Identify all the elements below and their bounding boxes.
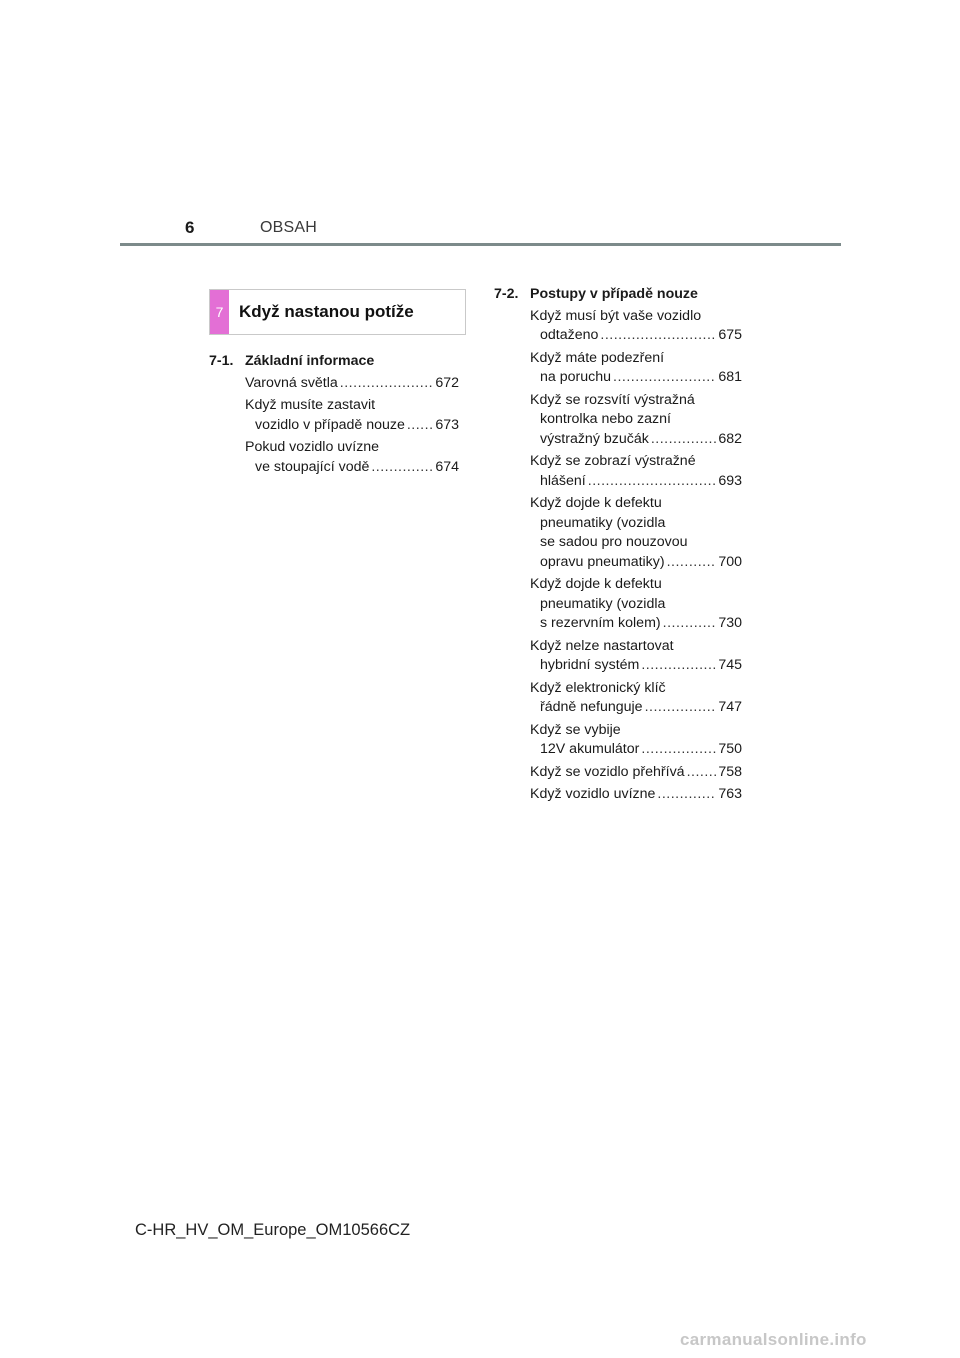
toc-dot-leader <box>687 763 717 783</box>
toc-entry-line: Když se rozsvítí výstražná <box>530 391 695 408</box>
toc-page-number[interactable]: 758 <box>718 763 742 780</box>
toc-entry-final-line <box>530 326 742 346</box>
toc-entry[interactable] <box>245 374 459 394</box>
toc-entry-text: hybridní systém <box>540 657 640 673</box>
toc-entry-final-line <box>530 430 742 450</box>
toc-entry[interactable] <box>530 452 742 491</box>
subsection-number: 7-1. <box>209 353 234 369</box>
section-tab-number: 7 <box>210 290 229 334</box>
toc-entry-text: Když vozidlo uvízne <box>530 786 656 802</box>
toc-dot-leader <box>340 374 434 394</box>
toc-entry-final-line <box>530 785 742 805</box>
toc-dot-leader <box>407 416 433 436</box>
toc-entry-final-line <box>245 374 459 394</box>
page-title: OBSAH <box>260 219 318 236</box>
toc-page-number[interactable]: 763 <box>718 786 742 802</box>
toc-entry-text: hlášení <box>540 472 586 489</box>
subsection-heading <box>209 352 459 372</box>
toc-entry[interactable] <box>245 396 459 435</box>
toc-entry-line: Když dojde k defektu <box>530 495 662 511</box>
toc-entry-final-line <box>530 698 742 718</box>
toc-entry[interactable] <box>530 785 742 805</box>
document-id-footer: C-HR_HV_OM_Europe_OM10566CZ <box>135 1221 411 1239</box>
toc-entry[interactable] <box>530 679 742 718</box>
toc-dot-leader <box>641 740 716 760</box>
toc-page-number[interactable]: 747 <box>718 699 742 715</box>
toc-entry-line: Když se vybije <box>530 721 621 738</box>
toc-entry[interactable] <box>530 391 742 450</box>
toc-page-number[interactable]: 693 <box>718 472 742 489</box>
toc-entry-final-line <box>530 553 742 573</box>
section-title: Když nastanou potíže <box>239 302 414 321</box>
toc-entry[interactable] <box>530 349 742 388</box>
toc-entry-list <box>494 307 742 805</box>
toc-page-number[interactable]: 674 <box>435 458 459 475</box>
toc-entry-final-line <box>530 740 742 760</box>
toc-entry-line: Když nelze nastartovat <box>530 637 674 654</box>
toc-page-number[interactable]: 745 <box>718 657 742 673</box>
toc-left-column <box>209 352 459 480</box>
toc-entry-final-line <box>530 368 742 388</box>
toc-entry-line: Když se zobrazí výstražné <box>530 453 696 469</box>
toc-dot-leader <box>645 698 717 718</box>
toc-dot-leader <box>667 553 717 573</box>
header-divider <box>120 243 841 246</box>
toc-entry-text: výstražný bzučák <box>540 430 649 447</box>
toc-entry[interactable] <box>245 438 459 477</box>
toc-entry-text: vozidlo v případě nouze <box>255 416 405 433</box>
toc-entry-final-line <box>530 656 742 676</box>
toc-entry[interactable] <box>530 575 742 634</box>
toc-entry[interactable] <box>530 763 742 783</box>
toc-entry-text: Když se vozidlo přehřívá <box>530 763 685 780</box>
toc-dot-leader <box>600 326 716 346</box>
toc-page-number[interactable]: 730 <box>718 615 742 631</box>
toc-page-number[interactable]: 675 <box>718 327 742 343</box>
subsection-title: Postupy v případě nouze <box>530 286 698 302</box>
toc-page-number[interactable]: 673 <box>435 416 459 433</box>
toc-entry-line: Když musí být vaše vozidlo <box>530 307 702 324</box>
toc-entry-text: řádně nefunguje <box>540 699 643 715</box>
toc-entry-list <box>209 374 459 478</box>
toc-dot-leader <box>641 656 716 676</box>
toc-entry-text: s rezervním kolem) <box>540 615 661 631</box>
toc-dot-leader <box>657 785 716 805</box>
toc-entry-final-line <box>530 472 742 492</box>
toc-entry-line: Když elektronický klíč <box>530 679 666 696</box>
toc-page-number[interactable]: 700 <box>718 553 742 570</box>
toc-entry-final-line <box>530 614 742 634</box>
toc-entry-text: Varovná světla <box>245 374 338 391</box>
toc-entry-line: pneumatiky (vozidla <box>540 514 666 531</box>
toc-entry-text: na poruchu <box>540 369 611 385</box>
toc-right-column <box>494 285 742 808</box>
toc-entry[interactable] <box>530 307 742 346</box>
toc-entry-line: se sadou pro nouzovou <box>540 534 688 550</box>
toc-entry-line: Když dojde k defektu <box>530 576 662 592</box>
toc-page-number[interactable]: 681 <box>718 369 742 385</box>
toc-entry-final-line <box>245 458 459 478</box>
toc-dot-leader <box>613 368 716 388</box>
toc-dot-leader <box>663 614 717 634</box>
toc-entry-final-line <box>245 416 459 436</box>
subsection-heading <box>494 285 742 305</box>
toc-page-number[interactable]: 672 <box>435 374 459 391</box>
toc-entry-line: Když musíte zastavit <box>245 397 376 413</box>
section-heading-box <box>209 289 466 335</box>
toc-entry-line: Když máte podezření <box>530 349 665 366</box>
toc-entry[interactable] <box>530 637 742 676</box>
toc-entry-text: 12V akumulátor <box>540 741 640 757</box>
toc-dot-leader <box>588 472 717 492</box>
site-watermark: carmanualsonline.info <box>680 1330 867 1349</box>
toc-entry-line: kontrolka nebo zazní <box>540 411 671 427</box>
toc-entry-line: pneumatiky (vozidla <box>540 595 666 612</box>
toc-page-number[interactable]: 750 <box>718 741 742 757</box>
toc-entry-text: opravu pneumatiky) <box>540 553 665 570</box>
toc-entry-final-line <box>530 763 742 783</box>
toc-entry-text: ve stoupající vodě <box>255 458 370 475</box>
toc-dot-leader <box>371 458 433 478</box>
subsection-title: Základní informace <box>245 353 375 369</box>
toc-entry-line: Pokud vozidlo uvízne <box>245 439 380 455</box>
toc-entry[interactable] <box>530 494 742 572</box>
subsection-number: 7-2. <box>494 286 519 302</box>
page-number: 6 <box>185 218 195 237</box>
toc-page-number[interactable]: 682 <box>718 430 742 447</box>
toc-entry-text: odtaženo <box>540 327 599 343</box>
toc-entry[interactable] <box>530 721 742 760</box>
toc-dot-leader <box>651 430 717 450</box>
